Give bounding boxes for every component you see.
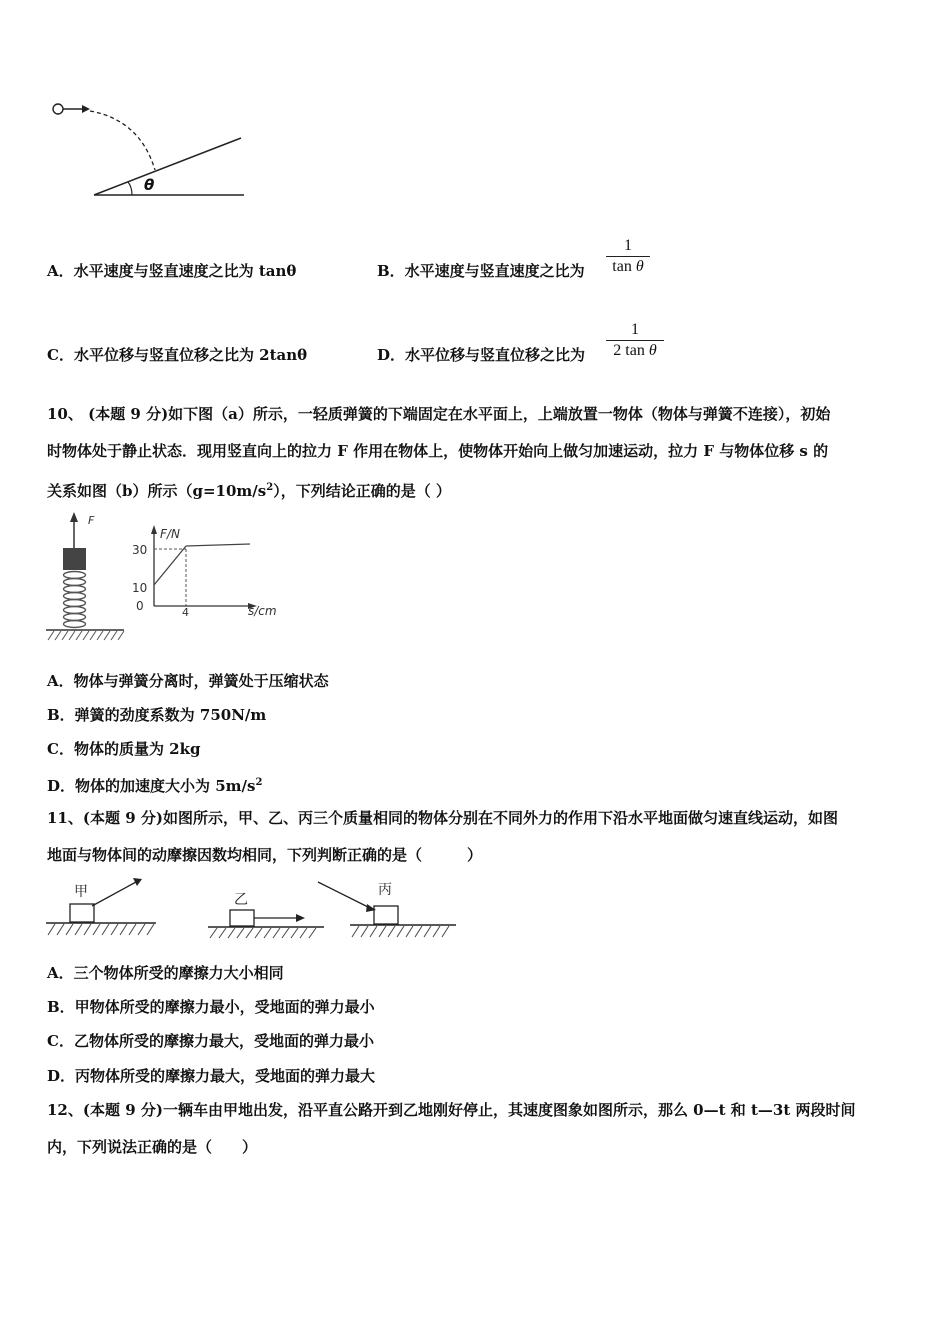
tick-0: 0 [136, 599, 144, 613]
angle-arc [128, 182, 132, 195]
tick-4: 4 [182, 606, 189, 619]
q11-option-d[interactable]: D．丙物体所受的摩擦力最大，受地面的弹力最大 [47, 1067, 376, 1085]
q11-three-blocks-figure [44, 872, 460, 942]
q10-stem-line-1: 10、 (本题 9 分)如下图（a）所示，一轻质弹簧的下端固定在水平面上，上端放置一物体（物体与弹簧不连接），初始 [47, 405, 831, 423]
q10-stem-line-2: 时物体处于静止状态．现用竖直向上的拉力 F 作用在物体上，使物体开始向上做匀加速运动，拉力 F 与物体位移 s 的 [47, 442, 829, 460]
tick-10: 10 [132, 581, 148, 595]
force-bing [318, 882, 370, 908]
theta-label: θ [144, 176, 155, 194]
rising-segment [154, 546, 186, 585]
q9-option-d-fraction [606, 320, 664, 361]
block-bing [374, 906, 398, 924]
ball [53, 104, 63, 114]
q11-option-c[interactable]: C．乙物体所受的摩擦力最大，受地面的弹力最小 [47, 1032, 374, 1050]
q9-option-a[interactable]: A．水平速度与竖直速度之比为 tanθ [47, 262, 297, 280]
force-label: F [88, 514, 95, 527]
trajectory [90, 111, 155, 170]
tick-30: 30 [132, 543, 148, 557]
q9-option-c[interactable]: C．水平位移与竖直位移之比为 2tanθ [47, 346, 308, 364]
q11-stem-line-1: 11、(本题 9 分)如图所示，甲、乙、丙三个质量相同的物体分别在不同外力的作用下沿水平地面做匀速直线运动，如图 [47, 809, 838, 827]
q12-stem-line-2: 内，下列说法正确的是（ ） [47, 1138, 258, 1156]
spring-coils [64, 572, 86, 628]
q10-option-b[interactable]: B．弹簧的劲度系数为 750N/m [47, 706, 267, 724]
q10-stem-line-3: 关系如图（b）所示$(g=10m/s^2)$，下列结论正确的是（ ） [47, 482, 451, 500]
y-axis-label: F/N [160, 527, 180, 541]
block-yi-label: 乙 [234, 892, 248, 908]
q9-option-d[interactable]: D．水平位移与竖直位移之比为 [377, 346, 586, 364]
fraction-numerator: 1 [631, 321, 639, 338]
flat-segment [186, 544, 250, 546]
block-jia [70, 904, 94, 922]
fraction-denominator: tan θ [612, 258, 644, 275]
q10-force-displacement-graph [128, 522, 294, 644]
velocity-arrowhead [82, 105, 90, 113]
q11-option-a[interactable]: A．三个物体所受的摩擦力大小相同 [47, 964, 284, 982]
force-jia-head [133, 878, 142, 886]
q9-projectile-figure [40, 90, 260, 210]
x-axis-label: s/cm [248, 604, 277, 618]
q11-option-b[interactable]: B．甲物体所受的摩擦力最小，受地面的弹力最小 [47, 998, 375, 1016]
force-jia [92, 882, 136, 906]
force-yi-head [296, 914, 305, 922]
q9-option-b[interactable]: B．水平速度与竖直速度之比为 [377, 262, 585, 280]
q10-spring-figure [44, 510, 130, 645]
fraction-denominator: 2 tan θ [613, 342, 657, 359]
q12-stem-line-1: 12、(本题 9 分)一辆车由甲地出发，沿平直公路开到乙地刚好停止，其速度图象如图所示，那么 0—t 和 t—3t 两段时间 [47, 1101, 856, 1119]
q10-option-a[interactable]: A．物体与弹簧分离时，弹簧处于压缩状态 [47, 672, 329, 690]
incline-line [94, 138, 241, 195]
block-jia-label: 甲 [74, 884, 88, 900]
block [63, 548, 86, 570]
y-axis-arrowhead [151, 525, 157, 534]
block-yi [230, 910, 254, 926]
q10-option-c[interactable]: C．物体的质量为 2kg [47, 740, 201, 758]
q9-option-b-fraction [606, 236, 650, 277]
force-arrowhead [70, 512, 78, 522]
q10-option-d[interactable]: D．物体的加速度大小为 $5m/s^2$ [47, 777, 263, 795]
fraction-numerator: 1 [624, 237, 632, 254]
block-bing-label: 丙 [378, 882, 392, 898]
ground-hatch [48, 631, 124, 640]
q11-stem-line-2: 地面与物体间的动摩擦因数均相同，下列判断正确的是（ ） [47, 846, 483, 864]
